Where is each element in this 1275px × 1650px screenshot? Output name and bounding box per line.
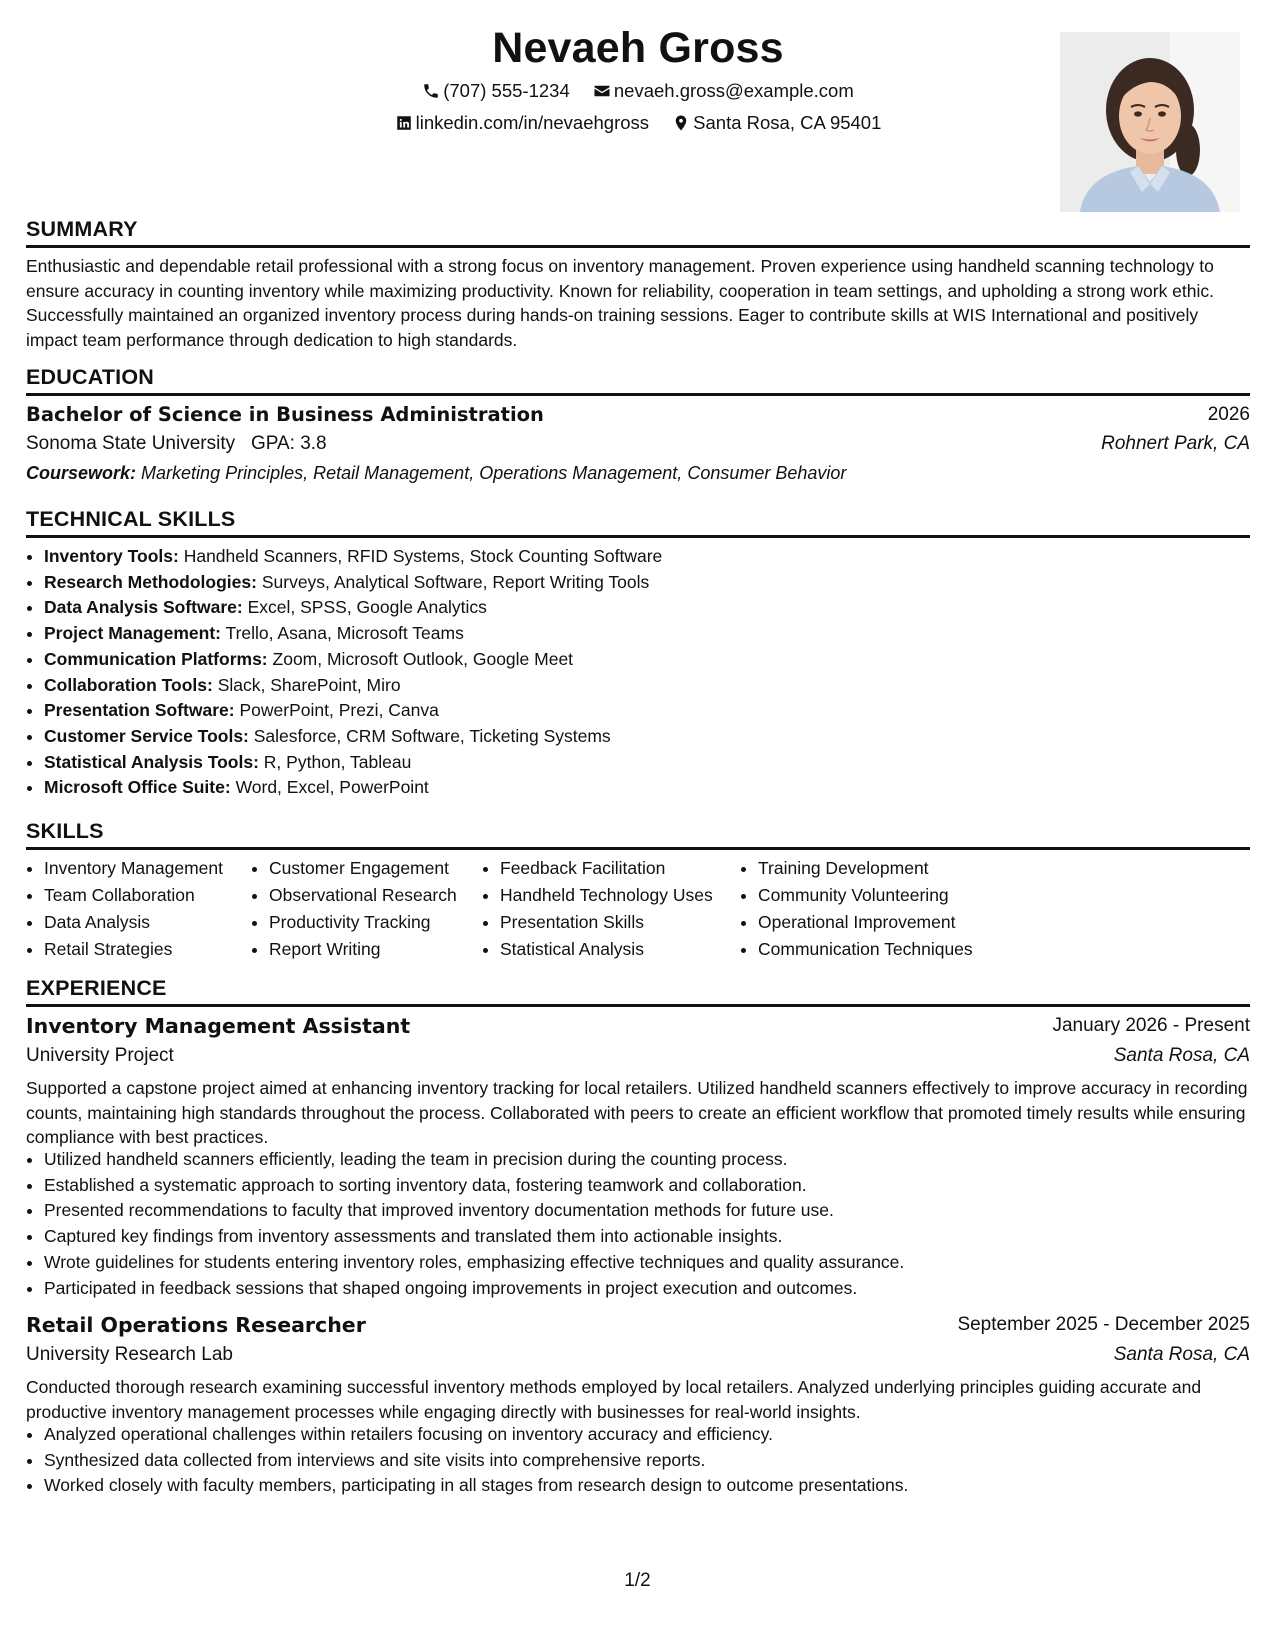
coursework bbox=[26, 458, 846, 488]
skill-values: PowerPoint, Prezi, Canva bbox=[239, 700, 439, 721]
skill-category: Statistical Analysis Tools: bbox=[44, 751, 259, 772]
experience-heading: EXPERIENCE bbox=[26, 976, 167, 1000]
contact-phone[interactable] bbox=[422, 79, 570, 103]
technical-skills-list bbox=[26, 544, 1244, 801]
resume-page bbox=[26, 0, 1250, 1650]
list-item: • Participated in feedback sessions that shaped ongoing improvements in project execution and outcomes. bbox=[44, 1276, 1244, 1302]
skills-column-2 bbox=[251, 855, 457, 963]
skill-category: Research Methodologies: bbox=[44, 571, 257, 592]
job-1-description: Supported a capstone project aimed at enhancing inventory tracking for local retailers. Utilized handheld scanners effectively to improve accuracy in recording counts, maintaining high standards throughout the process. Collaborated with peers to create an efficient workflow that promoted timely results while ensuring compliance with best practices. bbox=[26, 1078, 1248, 1147]
summary-text: Enthusiastic and dependable retail professional with a strong focus on inventory management. Proven experience using handheld scanning technology to ensure accuracy in counting inventory while maximizing productivity. Known for reliability, cooperation in team settings, and upholding a strong work ethic. Successfully maintained an organized inventory process during hands-on training sessions. Eager to contribute skills at WIS International and positively impact team performance through dedication to high standards. bbox=[26, 256, 1215, 350]
list-item: • Communication Techniques bbox=[758, 936, 973, 963]
skill-values: Zoom, Microsoft Outlook, Google Meet bbox=[272, 648, 574, 669]
phone-text: (707) 555-1234 bbox=[443, 80, 570, 101]
phone-icon bbox=[422, 82, 440, 100]
contact-email[interactable] bbox=[593, 79, 854, 103]
job-dates: January 2026 - Present bbox=[1052, 1015, 1250, 1036]
list-item: • Handheld Technology Uses bbox=[500, 882, 713, 909]
technical-skills-heading: TECHNICAL SKILLS bbox=[26, 507, 236, 531]
job-organization: University Project bbox=[26, 1045, 174, 1066]
location-text: Santa Rosa, CA 95401 bbox=[693, 112, 882, 133]
list-item: • Operational Improvement bbox=[758, 909, 973, 936]
envelope-icon bbox=[593, 82, 611, 100]
list-item: • Productivity Tracking bbox=[269, 909, 457, 936]
resume-header bbox=[26, 20, 1250, 220]
list-item: • Team Collaboration bbox=[44, 882, 223, 909]
list-item: • Observational Research bbox=[269, 882, 457, 909]
list-item: • Retail Strategies bbox=[44, 936, 223, 963]
education-divider bbox=[26, 393, 1250, 396]
list-item: • Worked closely with faculty members, participating in all stages from research design to outcome presentations. bbox=[44, 1473, 1244, 1499]
skills-column-3 bbox=[482, 855, 713, 963]
skill-values: R, Python, Tableau bbox=[263, 751, 412, 772]
job-organization: University Research Lab bbox=[26, 1344, 233, 1365]
skill-values: Salesforce, CRM Software, Ticketing Systems bbox=[253, 725, 611, 746]
job-1-org-row bbox=[26, 1041, 1250, 1071]
list-item bbox=[44, 647, 1244, 673]
list-item bbox=[44, 570, 1244, 596]
job-2-org-row bbox=[26, 1340, 1250, 1370]
list-item: • Presentation Skills bbox=[500, 909, 713, 936]
skill-category: Collaboration Tools: bbox=[44, 674, 213, 695]
coursework-list: Marketing Principles, Retail Management, Operations Management, Consumer Behavior bbox=[141, 463, 847, 483]
map-pin-icon bbox=[672, 114, 690, 132]
technical-skills-divider bbox=[26, 535, 1250, 538]
list-item bbox=[44, 775, 1244, 801]
list-item: • Analyzed operational challenges within retailers focusing on inventory accuracy and efficiency. bbox=[44, 1422, 1244, 1448]
skill-category: Inventory Tools: bbox=[44, 546, 179, 566]
school-name: Sonoma State University bbox=[26, 433, 236, 454]
list-item: • Presented recommendations to faculty that improved inventory documentation methods for future use. bbox=[44, 1198, 1244, 1224]
job-1-title-row bbox=[26, 1011, 1250, 1041]
email-text: nevaeh.gross@example.com bbox=[613, 80, 854, 101]
list-item: • Captured key findings from inventory assessments and translated them into actionable insights. bbox=[44, 1224, 1244, 1250]
skill-values: Slack, SharePoint, Miro bbox=[217, 674, 401, 695]
profile-portrait-icon bbox=[1060, 32, 1240, 212]
list-item bbox=[44, 544, 1244, 570]
list-item: • Community Volunteering bbox=[758, 882, 973, 909]
contact-location bbox=[672, 111, 881, 135]
job-location: Santa Rosa, CA bbox=[1113, 1045, 1250, 1066]
job-2-bullets bbox=[26, 1422, 1244, 1499]
list-item: • Established a systematic approach to sorting inventory data, fostering teamwork and collaboration. bbox=[44, 1173, 1244, 1199]
linkedin-text: linkedin.com/in/nevaehgross bbox=[415, 112, 650, 133]
job-dates: September 2025 - December 2025 bbox=[957, 1314, 1250, 1335]
list-item: • Data Analysis bbox=[44, 909, 223, 936]
skills-heading: SKILLS bbox=[26, 819, 104, 843]
job-title: Retail Operations Researcher bbox=[26, 1313, 366, 1337]
list-item bbox=[44, 698, 1244, 724]
list-item: • Customer Engagement bbox=[269, 855, 457, 882]
skill-category: Data Analysis Software: bbox=[44, 597, 243, 618]
skill-category: Microsoft Office Suite: bbox=[44, 777, 231, 798]
education-school-row bbox=[26, 429, 1250, 459]
school-info bbox=[26, 429, 327, 459]
job-2-title-row bbox=[26, 1310, 1250, 1340]
school-location: Rohnert Park, CA bbox=[1101, 433, 1250, 454]
list-item: • Report Writing bbox=[269, 936, 457, 963]
education-degree-row bbox=[26, 400, 1250, 430]
summary-divider bbox=[26, 245, 1250, 248]
skill-category: Project Management: bbox=[44, 623, 221, 644]
skill-category: Presentation Software: bbox=[44, 700, 235, 721]
list-item: • Synthesized data collected from interviews and site visits into comprehensive reports. bbox=[44, 1448, 1244, 1474]
profile-photo bbox=[1060, 32, 1240, 212]
gpa: GPA: 3.8 bbox=[250, 433, 327, 454]
list-item bbox=[44, 673, 1244, 699]
skill-values: Excel, SPSS, Google Analytics bbox=[247, 597, 487, 618]
job-1-bullets bbox=[26, 1147, 1244, 1301]
page-number: 1/2 bbox=[624, 1570, 651, 1591]
coursework-row bbox=[26, 458, 1250, 488]
graduation-year: 2026 bbox=[1207, 404, 1250, 425]
skills-column-4 bbox=[740, 855, 973, 963]
skill-values: Handheld Scanners, RFID Systems, Stock Counting Software bbox=[183, 546, 663, 566]
coursework-label: Coursework: bbox=[26, 463, 137, 483]
list-item: • Inventory Management bbox=[44, 855, 223, 882]
list-item: • Statistical Analysis bbox=[500, 936, 713, 963]
skill-values: Trello, Asana, Microsoft Teams bbox=[225, 623, 464, 644]
list-item bbox=[44, 621, 1244, 647]
skills-column-1 bbox=[26, 855, 223, 963]
linkedin-icon bbox=[395, 114, 413, 132]
list-item: • Utilized handheld scanners efficiently, leading the team in precision during the counting process. bbox=[44, 1147, 1244, 1173]
job-location: Santa Rosa, CA bbox=[1113, 1344, 1250, 1365]
job-title: Inventory Management Assistant bbox=[26, 1014, 411, 1038]
skill-category: Customer Service Tools: bbox=[44, 725, 249, 746]
list-item: • Feedback Facilitation bbox=[500, 855, 713, 882]
list-item bbox=[44, 724, 1244, 750]
list-item bbox=[44, 595, 1244, 621]
job-2-description: Conducted thorough research examining successful inventory methods employed by local retailers. Analyzed underlying principles guiding accurate and productive inventory management processes while engaging directly with businesses for real-world insights. bbox=[26, 1377, 1202, 1422]
skill-values: Word, Excel, PowerPoint bbox=[235, 777, 429, 798]
degree-name: Bachelor of Science in Business Administration bbox=[26, 403, 544, 426]
list-item bbox=[44, 750, 1244, 776]
skill-category: Communication Platforms: bbox=[44, 648, 268, 669]
experience-divider bbox=[26, 1004, 1250, 1007]
education-heading: EDUCATION bbox=[26, 365, 155, 389]
contact-linkedin[interactable] bbox=[395, 111, 649, 135]
skill-values: Surveys, Analytical Software, Report Writing Tools bbox=[261, 571, 650, 592]
skills-divider bbox=[26, 847, 1250, 850]
candidate-name: Nevaeh Gross bbox=[492, 24, 784, 72]
summary-heading: SUMMARY bbox=[26, 217, 138, 241]
list-item: • Wrote guidelines for students entering inventory roles, emphasizing effective techniques and quality assurance. bbox=[44, 1250, 1244, 1276]
list-item: • Training Development bbox=[758, 855, 973, 882]
